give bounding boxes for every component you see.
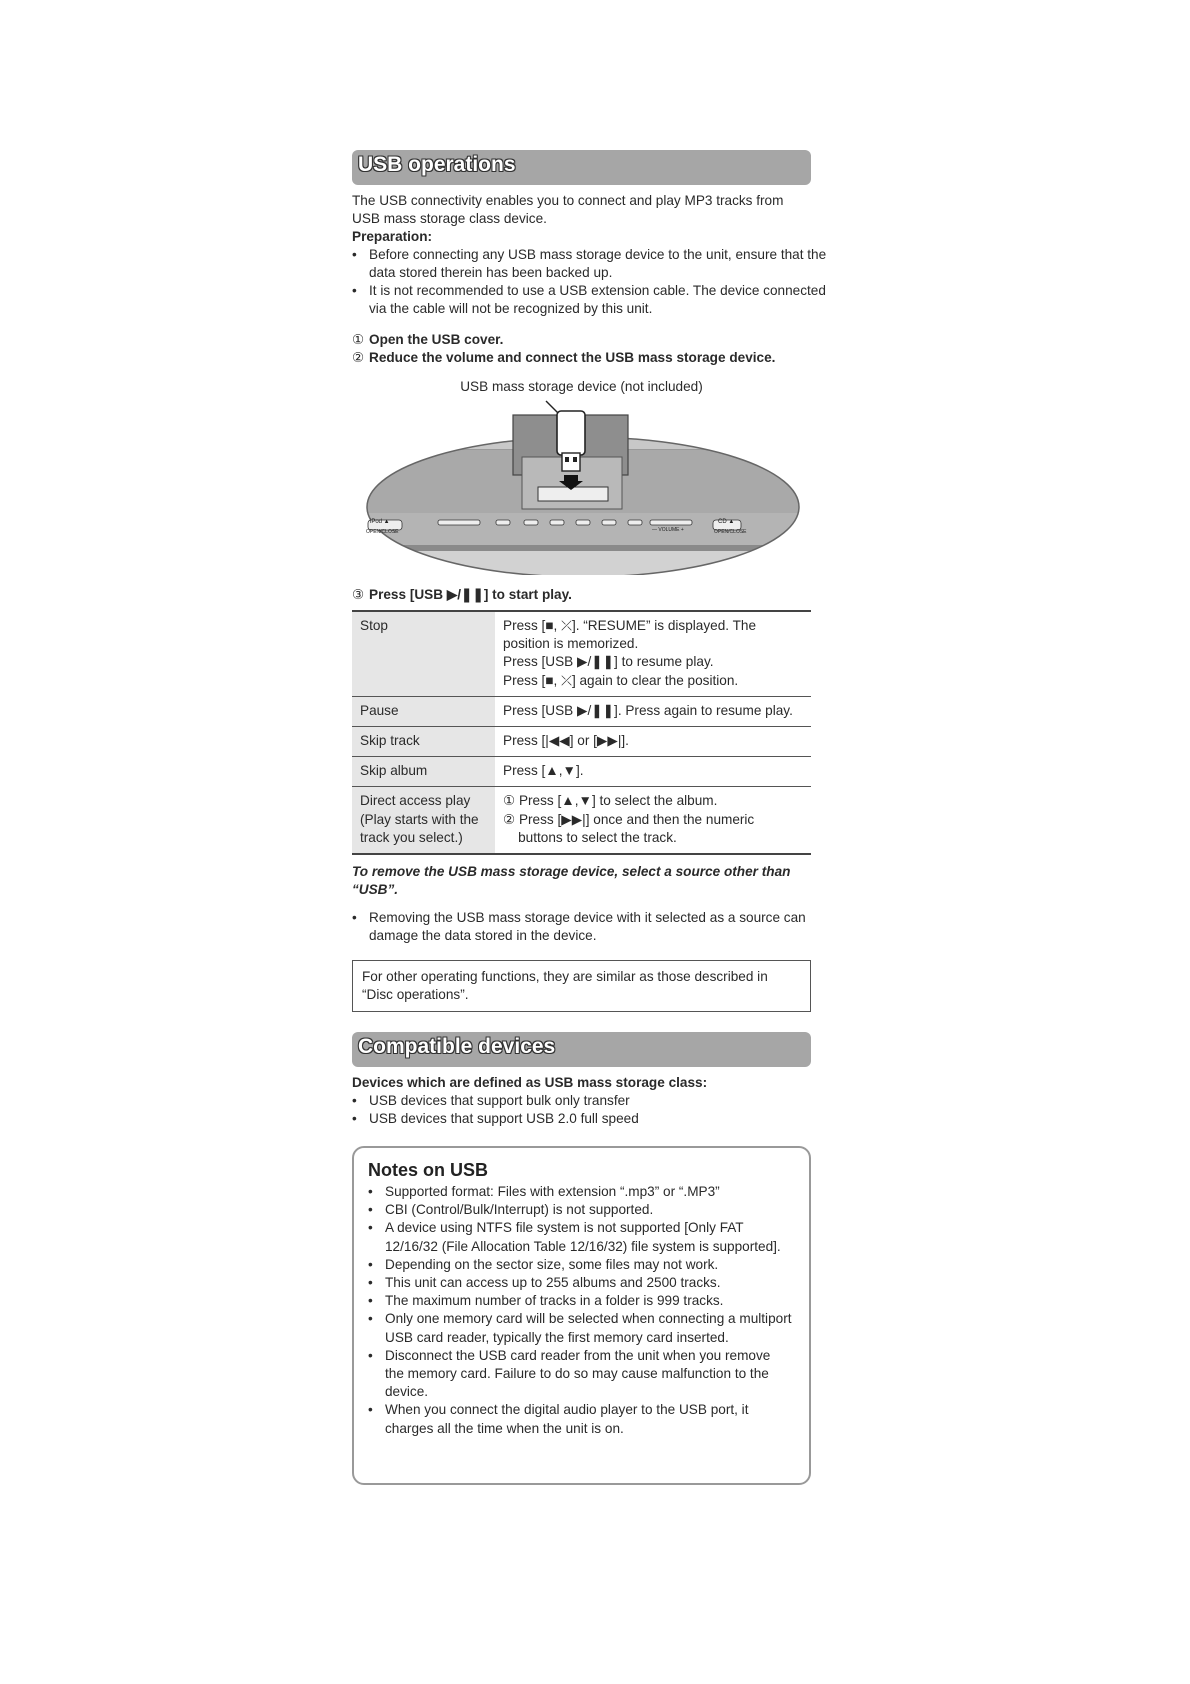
compatible-item-text: USB devices that support bulk only transfer bbox=[369, 1093, 630, 1108]
bullet-dot: • bbox=[352, 910, 357, 925]
preparation-item bbox=[352, 246, 828, 282]
ipod-button-label: iPod ▲ bbox=[370, 519, 390, 525]
step-number: ③ bbox=[352, 587, 365, 602]
usb-operations-title: USB operations bbox=[358, 153, 516, 176]
unit-drawing bbox=[352, 395, 811, 575]
preparation-item-text: It is not recommended to use a USB extension cable. The device connected via the cable will not be recognized by this unit. bbox=[369, 283, 826, 317]
operation-description bbox=[495, 727, 811, 757]
remove-warning bbox=[352, 909, 828, 945]
note-text: When you connect the digital audio player to the USB port, it charges all the time when the unit is on. bbox=[385, 1402, 749, 1436]
operations-table bbox=[352, 610, 811, 855]
note-text: A device using NTFS file system is not supported [Only FAT 12/16/32 (File Allocation Table 12/16/32) file system is supported]. bbox=[385, 1220, 781, 1254]
step-number: ① bbox=[352, 332, 365, 347]
operation-description bbox=[495, 757, 811, 787]
usb-intro: The USB connectivity enables you to connect and play MP3 tracks from USB mass storage class device. bbox=[352, 193, 784, 227]
bullet-dot: • bbox=[368, 1402, 373, 1418]
other-functions-box bbox=[352, 960, 811, 1012]
bullet-dot: • bbox=[352, 283, 357, 298]
description-line: Press [USB ▶/❚❚]. Press again to resume play. bbox=[503, 702, 793, 718]
description-line: Press [■, ⤫] again to clear the position. bbox=[503, 672, 739, 688]
compatible-devices-header bbox=[352, 1032, 811, 1067]
bullet-dot: • bbox=[368, 1184, 373, 1199]
remove-note: To remove the USB mass storage device, select a source other than “USB”. bbox=[352, 864, 791, 898]
compatible-devices-title: Compatible devices bbox=[358, 1035, 556, 1058]
note-text: CBI (Control/Bulk/Interrupt) is not supported. bbox=[385, 1202, 654, 1218]
operation-label: Pause bbox=[352, 696, 495, 726]
preparation-title: Preparation: bbox=[352, 229, 433, 244]
bullet-dot: • bbox=[368, 1347, 373, 1363]
operation-description bbox=[495, 787, 811, 854]
bullet-dot: • bbox=[368, 1256, 373, 1272]
remove-warning-text: Removing the USB mass storage device with it selected as a source can damage the data stored in the device. bbox=[369, 910, 806, 944]
note-text: The maximum number of tracks in a folder is 999 tracks. bbox=[385, 1293, 724, 1309]
note-item bbox=[368, 1292, 793, 1310]
compatible-item bbox=[352, 1110, 828, 1128]
illustration-caption: USB mass storage device (not included) bbox=[460, 379, 703, 394]
compatible-item-text: USB devices that support USB 2.0 full speed bbox=[369, 1111, 639, 1126]
description-line: Press [■, ⤫]. “RESUME” is displayed. The bbox=[503, 618, 757, 633]
note-text: This unit can access up to 255 albums and 2500 tracks. bbox=[385, 1275, 721, 1291]
step-text: Open the USB cover. bbox=[369, 332, 504, 347]
operation-label: Skip album bbox=[352, 757, 495, 787]
operation-label: Stop bbox=[352, 611, 495, 696]
note-item bbox=[368, 1310, 793, 1346]
note-item bbox=[368, 1401, 793, 1437]
operation-label: Direct access play (Play starts with the track you select.) bbox=[352, 787, 495, 854]
table-row bbox=[352, 696, 811, 726]
other-functions-text: For other operating functions, they are similar as those described in “Disc operations”. bbox=[362, 969, 768, 1003]
description-line: Press [▲,▼]. bbox=[503, 763, 584, 779]
compatible-item bbox=[352, 1092, 828, 1110]
table-row bbox=[352, 727, 811, 757]
cd-open-label: OPEN/CLOSE bbox=[714, 529, 747, 535]
step-number: ② bbox=[352, 350, 365, 365]
description-line: position is memorized. bbox=[503, 636, 639, 652]
cd-button-label: CD ▲ bbox=[718, 519, 735, 525]
notes-box bbox=[352, 1146, 811, 1485]
note-item bbox=[368, 1219, 793, 1255]
bullet-dot: • bbox=[368, 1202, 373, 1218]
description-line: buttons to select the track. bbox=[503, 829, 677, 845]
table-row bbox=[352, 611, 811, 696]
note-item bbox=[368, 1274, 793, 1292]
notes-title: Notes on USB bbox=[368, 1160, 489, 1180]
bullet-dot: • bbox=[352, 247, 357, 262]
note-item bbox=[368, 1256, 793, 1274]
note-text: Supported format: Files with extension “.mp3” or “.MP3” bbox=[385, 1184, 720, 1199]
note-text: Only one memory card will be selected when connecting a multiport USB card reader, typically the first memory card inserted. bbox=[385, 1311, 792, 1345]
preparation-item-text: Before connecting any USB mass storage device to the unit, ensure that the data stored therein has been backed up. bbox=[369, 247, 827, 281]
bullet-dot: • bbox=[352, 1111, 357, 1126]
note-item bbox=[368, 1183, 793, 1201]
step-3 bbox=[352, 586, 811, 604]
description-line: ① Press [▲,▼] to select the album. bbox=[503, 793, 718, 809]
operation-description bbox=[495, 696, 811, 726]
bullet-dot: • bbox=[352, 1093, 357, 1108]
ipod-open-label: OPEN/CLOSE bbox=[366, 529, 399, 535]
description-line: ② Press [▶▶|] once and then the numeric bbox=[503, 811, 755, 827]
bullet-dot: • bbox=[368, 1311, 373, 1327]
step-1 bbox=[352, 331, 811, 349]
preparation-item bbox=[352, 282, 828, 318]
compatible-subtitle: Devices which are defined as USB mass storage class: bbox=[352, 1075, 708, 1090]
description-line: Press [USB ▶/❚❚] to resume play. bbox=[503, 654, 714, 670]
step-2 bbox=[352, 349, 811, 367]
step-text: Press [USB ▶/❚❚] to start play. bbox=[369, 587, 572, 602]
note-item bbox=[368, 1201, 793, 1219]
bullet-dot: • bbox=[368, 1275, 373, 1291]
operation-description bbox=[495, 611, 811, 696]
table-row bbox=[352, 757, 811, 787]
note-text: Disconnect the USB card reader from the unit when you remove the memory card. Failure to do so may cause malfunction to the device. bbox=[385, 1347, 771, 1400]
table-row bbox=[352, 787, 811, 854]
bullet-dot: • bbox=[368, 1293, 373, 1309]
step-text: Reduce the volume and connect the USB mass storage device. bbox=[369, 350, 776, 365]
operation-label: Skip track bbox=[352, 727, 495, 757]
usb-operations-header bbox=[352, 150, 811, 185]
note-item bbox=[368, 1347, 793, 1402]
volume-label: — VOLUME + bbox=[652, 527, 684, 533]
description-line: Press [|◀◀] or [▶▶|]. bbox=[503, 733, 629, 749]
bullet-dot: • bbox=[368, 1220, 373, 1236]
usb-connection-illustration bbox=[352, 395, 811, 575]
notes-list bbox=[368, 1183, 793, 1438]
note-text: Depending on the sector size, some files may not work. bbox=[385, 1256, 719, 1272]
